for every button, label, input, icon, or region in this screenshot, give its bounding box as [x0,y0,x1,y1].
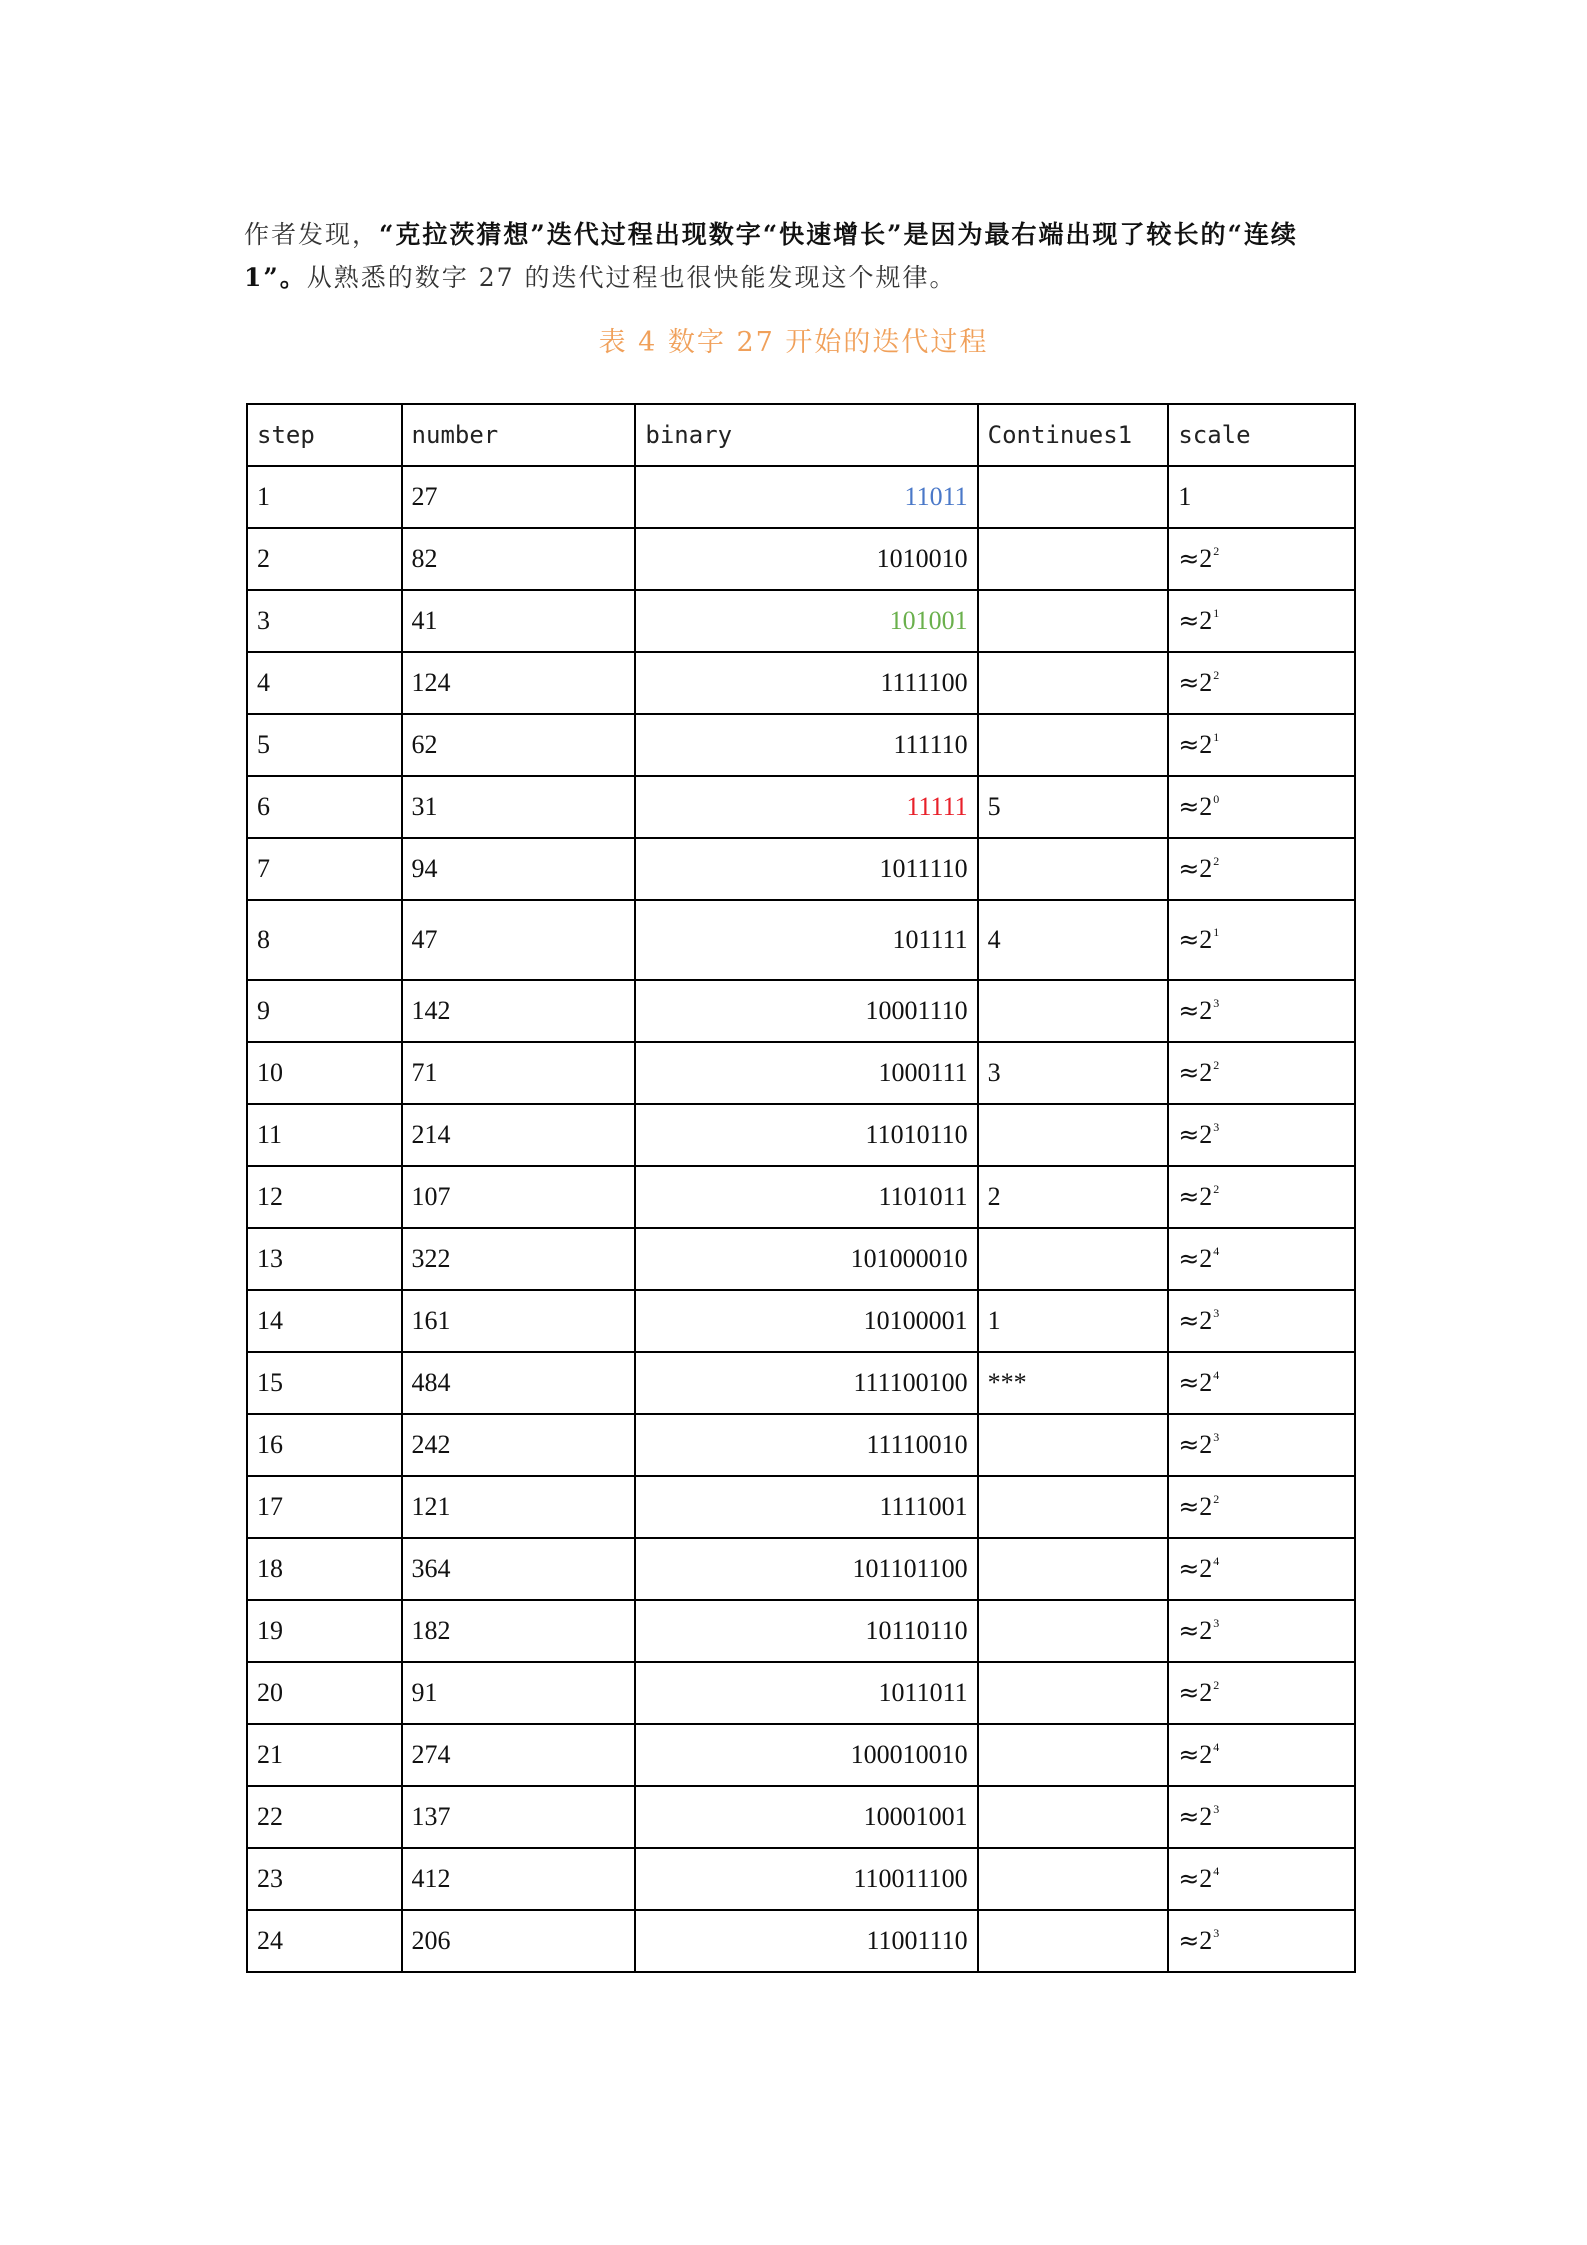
scale-base: 2 [1199,1678,1213,1707]
scale-base: 2 [1199,544,1213,573]
cell-scale [1168,980,1355,1042]
table-row [247,980,1355,1042]
cell-scale [1168,1662,1355,1724]
cell-continues1: 1 [978,1290,1169,1352]
scale-exponent: 3 [1213,1926,1220,1940]
cell-step: 21 [247,1724,402,1786]
scale-exponent: 3 [1213,1802,1220,1816]
cell-step: 16 [247,1414,402,1476]
cell-continues1: 5 [978,776,1169,838]
cell-number: 71 [402,1042,636,1104]
cell-number: 161 [402,1290,636,1352]
cell-step: 12 [247,1166,402,1228]
scale-base: 1 [1178,482,1192,511]
cell-step: 2 [247,528,402,590]
paragraph-tail: 从熟悉的数字 27 的迭代过程也很快能发现这个规律。 [306,263,957,292]
scale-base: 2 [1199,668,1213,697]
cell-continues1 [978,980,1169,1042]
table-row [247,528,1355,590]
cell-number: 364 [402,1538,636,1600]
scale-base: 2 [1199,996,1213,1025]
approx-symbol: ≈ [1178,854,1200,883]
cell-continues1 [978,1662,1169,1724]
cell-step: 10 [247,1042,402,1104]
header-binary: binary [635,404,977,466]
approx-symbol: ≈ [1178,1058,1200,1087]
cell-binary: 10001110 [635,980,977,1042]
cell-continues1 [978,466,1169,528]
header-scale: scale [1168,404,1355,466]
table-row [247,1166,1355,1228]
cell-number: 142 [402,980,636,1042]
cell-step: 3 [247,590,402,652]
cell-scale [1168,466,1355,528]
approx-symbol: ≈ [1178,1120,1200,1149]
cell-scale [1168,776,1355,838]
cell-number: 47 [402,900,636,980]
cell-scale [1168,1848,1355,1910]
cell-continues1 [978,1476,1169,1538]
approx-symbol: ≈ [1178,668,1200,697]
cell-binary: 101001 [635,590,977,652]
scale-base: 2 [1199,1058,1213,1087]
cell-continues1 [978,838,1169,900]
cell-binary: 111110 [635,714,977,776]
table-row [247,1228,1355,1290]
cell-continues1 [978,1104,1169,1166]
cell-scale [1168,1600,1355,1662]
cell-scale [1168,528,1355,590]
cell-step: 15 [247,1352,402,1414]
header-number: number [402,404,636,466]
paragraph-lead: 作者发现， [244,220,380,249]
table-row [247,652,1355,714]
approx-symbol: ≈ [1178,1616,1200,1645]
cell-scale [1168,1104,1355,1166]
cell-continues1 [978,1724,1169,1786]
table-header-row [247,404,1355,466]
scale-exponent: 3 [1213,1306,1220,1320]
approx-symbol: ≈ [1178,730,1200,759]
scale-base: 2 [1199,1182,1213,1211]
approx-symbol: ≈ [1178,925,1200,954]
cell-continues1 [978,1848,1169,1910]
scale-exponent: 2 [1213,1058,1220,1072]
scale-base: 2 [1199,1430,1213,1459]
header-step: step [247,404,402,466]
cell-binary: 110011100 [635,1848,977,1910]
table-row [247,1848,1355,1910]
cell-binary: 111100100 [635,1352,977,1414]
scale-exponent: 1 [1213,925,1220,939]
table-row [247,1662,1355,1724]
cell-scale [1168,1538,1355,1600]
cell-binary: 10110110 [635,1600,977,1662]
cell-scale [1168,1414,1355,1476]
cell-continues1 [978,1538,1169,1600]
cell-step: 1 [247,466,402,528]
cell-continues1 [978,528,1169,590]
cell-number: 242 [402,1414,636,1476]
scale-exponent: 3 [1213,1616,1220,1630]
cell-scale [1168,900,1355,980]
cell-scale [1168,1042,1355,1104]
table-row [247,900,1355,980]
approx-symbol: ≈ [1178,1492,1200,1521]
cell-binary: 10100001 [635,1290,977,1352]
cell-binary: 101111 [635,900,977,980]
cell-continues1 [978,1910,1169,1972]
scale-exponent: 0 [1213,792,1220,806]
scale-exponent: 4 [1213,1864,1220,1878]
cell-continues1: 3 [978,1042,1169,1104]
table-row [247,466,1355,528]
table-row [247,1290,1355,1352]
scale-exponent: 1 [1213,730,1220,744]
scale-base: 2 [1199,730,1213,759]
cell-continues1 [978,1786,1169,1848]
table-row [247,1910,1355,1972]
cell-number: 41 [402,590,636,652]
scale-exponent: 2 [1213,668,1220,682]
cell-binary: 100010010 [635,1724,977,1786]
cell-step: 7 [247,838,402,900]
approx-symbol: ≈ [1178,1864,1200,1893]
cell-step: 8 [247,900,402,980]
cell-binary: 101101100 [635,1538,977,1600]
scale-exponent: 2 [1213,544,1220,558]
cell-number: 484 [402,1352,636,1414]
cell-scale [1168,652,1355,714]
cell-binary: 10001001 [635,1786,977,1848]
cell-number: 412 [402,1848,636,1910]
cell-continues1 [978,590,1169,652]
table-body [247,466,1355,1972]
cell-scale [1168,838,1355,900]
cell-binary: 1011011 [635,1662,977,1724]
scale-exponent: 3 [1213,1430,1220,1444]
cell-step: 13 [247,1228,402,1290]
cell-scale [1168,1476,1355,1538]
scale-base: 2 [1199,1864,1213,1893]
cell-number: 94 [402,838,636,900]
cell-binary: 11110010 [635,1414,977,1476]
scale-exponent: 2 [1213,1492,1220,1506]
cell-number: 124 [402,652,636,714]
cell-number: 107 [402,1166,636,1228]
scale-base: 2 [1199,1120,1213,1149]
cell-step: 18 [247,1538,402,1600]
scale-base: 2 [1199,606,1213,635]
scale-base: 2 [1199,1244,1213,1273]
cell-step: 11 [247,1104,402,1166]
cell-scale [1168,1228,1355,1290]
cell-step: 4 [247,652,402,714]
table-row [247,838,1355,900]
cell-binary: 1111001 [635,1476,977,1538]
scale-base: 2 [1199,854,1213,883]
cell-step: 9 [247,980,402,1042]
approx-symbol: ≈ [1178,1802,1200,1831]
cell-number: 121 [402,1476,636,1538]
cell-scale [1168,1166,1355,1228]
scale-base: 2 [1199,1926,1213,1955]
cell-number: 274 [402,1724,636,1786]
approx-symbol: ≈ [1178,1554,1200,1583]
cell-step: 20 [247,1662,402,1724]
approx-symbol: ≈ [1178,1306,1200,1335]
approx-symbol: ≈ [1178,544,1200,573]
cell-binary: 1101011 [635,1166,977,1228]
iteration-table [246,403,1356,1973]
cell-scale [1168,1724,1355,1786]
scale-exponent: 2 [1213,854,1220,868]
scale-exponent: 1 [1213,606,1220,620]
scale-base: 2 [1199,1616,1213,1645]
scale-exponent: 3 [1213,996,1220,1010]
cell-number: 182 [402,1600,636,1662]
scale-base: 2 [1199,1492,1213,1521]
cell-number: 27 [402,466,636,528]
cell-binary: 1000111 [635,1042,977,1104]
table-row [247,776,1355,838]
approx-symbol: ≈ [1178,1430,1200,1459]
table-row [247,1538,1355,1600]
cell-scale [1168,1352,1355,1414]
cell-binary: 1011110 [635,838,977,900]
cell-step: 17 [247,1476,402,1538]
scale-exponent: 2 [1213,1678,1220,1692]
table-row [247,590,1355,652]
cell-number: 82 [402,528,636,590]
scale-base: 2 [1199,1740,1213,1769]
cell-continues1: 4 [978,900,1169,980]
scale-base: 2 [1199,1554,1213,1583]
cell-number: 322 [402,1228,636,1290]
cell-step: 24 [247,1910,402,1972]
approx-symbol: ≈ [1178,1182,1200,1211]
cell-binary: 1111100 [635,652,977,714]
scale-exponent: 2 [1213,1182,1220,1196]
cell-step: 22 [247,1786,402,1848]
cell-continues1: *** [978,1352,1169,1414]
cell-scale [1168,1290,1355,1352]
cell-binary: 11010110 [635,1104,977,1166]
table-row [247,1352,1355,1414]
scale-base: 2 [1199,792,1213,821]
cell-binary: 101000010 [635,1228,977,1290]
cell-step: 6 [247,776,402,838]
cell-binary: 1010010 [635,528,977,590]
table-row [247,1414,1355,1476]
intro-paragraph [244,213,1356,299]
scale-exponent: 4 [1213,1554,1220,1568]
approx-symbol: ≈ [1178,1368,1200,1397]
table-row [247,1042,1355,1104]
approx-symbol: ≈ [1178,606,1200,635]
cell-binary: 11111 [635,776,977,838]
cell-step: 23 [247,1848,402,1910]
scale-base: 2 [1199,925,1213,954]
header-continues1: Continues1 [978,404,1169,466]
table-row [247,1600,1355,1662]
cell-step: 14 [247,1290,402,1352]
paragraph-emphasis: “克拉茨猜想”迭代过程出现数字“快速增长”是因为最右端出现了较长的“连续 1”。 [244,220,1298,292]
cell-continues1 [978,1600,1169,1662]
cell-binary: 11001110 [635,1910,977,1972]
cell-number: 214 [402,1104,636,1166]
table-caption: 表 4 数字 27 开始的迭代过程 [598,327,989,358]
cell-number: 31 [402,776,636,838]
approx-symbol: ≈ [1178,996,1200,1025]
table-row [247,1786,1355,1848]
cell-continues1: 2 [978,1166,1169,1228]
table-row [247,1104,1355,1166]
cell-number: 91 [402,1662,636,1724]
cell-number: 137 [402,1786,636,1848]
cell-number: 206 [402,1910,636,1972]
approx-symbol: ≈ [1178,1740,1200,1769]
cell-continues1 [978,652,1169,714]
cell-scale [1168,1786,1355,1848]
scale-base: 2 [1199,1306,1213,1335]
table-row [247,714,1355,776]
scale-exponent: 3 [1213,1120,1220,1134]
cell-scale [1168,714,1355,776]
cell-number: 62 [402,714,636,776]
scale-exponent: 4 [1213,1740,1220,1754]
table-row [247,1724,1355,1786]
cell-continues1 [978,714,1169,776]
cell-binary: 11011 [635,466,977,528]
scale-base: 2 [1199,1368,1213,1397]
cell-scale [1168,1910,1355,1972]
scale-exponent: 4 [1213,1368,1220,1382]
cell-step: 19 [247,1600,402,1662]
approx-symbol: ≈ [1178,1926,1200,1955]
approx-symbol: ≈ [1178,1678,1200,1707]
cell-continues1 [978,1228,1169,1290]
scale-base: 2 [1199,1802,1213,1831]
approx-symbol: ≈ [1178,792,1200,821]
scale-exponent: 4 [1213,1244,1220,1258]
cell-step: 5 [247,714,402,776]
table-row [247,1476,1355,1538]
approx-symbol: ≈ [1178,1244,1200,1273]
cell-continues1 [978,1414,1169,1476]
cell-scale [1168,590,1355,652]
